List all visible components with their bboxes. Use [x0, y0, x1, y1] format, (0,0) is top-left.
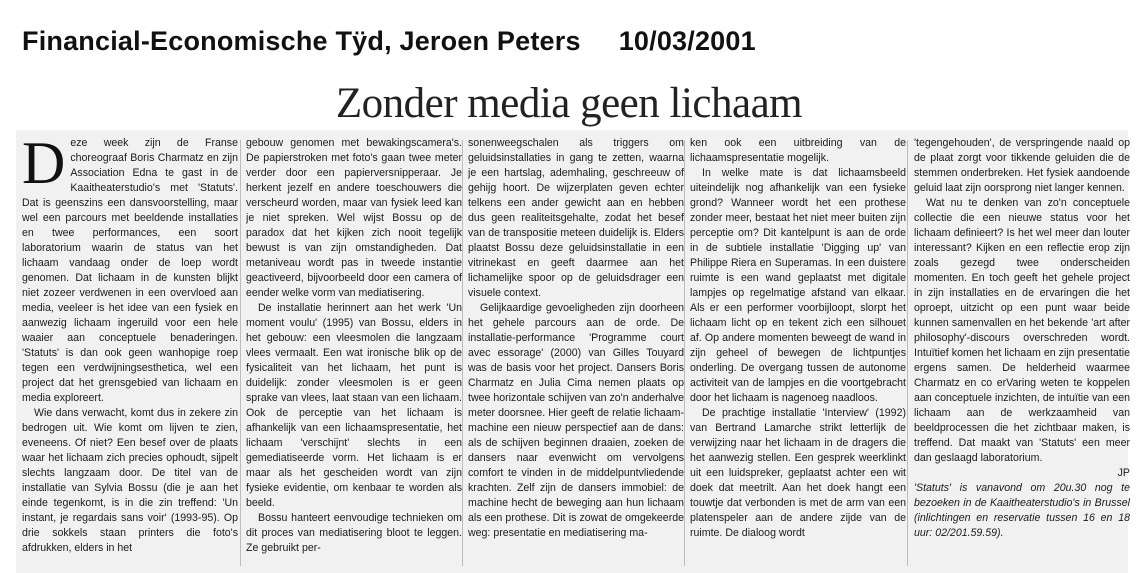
drop-cap: D	[22, 136, 66, 196]
article-paragraph: Bossu hanteert eenvoudige technieken om dit proces van mediatisering bloot te leggen. Ze gebruikt per-	[246, 512, 462, 554]
article-paragraph: In welke mate is dat lichaamsbeeld uiteindelijk nog afhankelijk van een fysieke grond? Wanneer wordt het een prothese zonder meer, bestaat het niet meer buiten zijn perceptie om? Dit kantelpunt is aan de orde in de subtiele installatie 'Digging up' van Philippe Riera en Superamas. In een duistere ruimte is een wand geplaatst met digitale lampjes op regelmatige afstand van elkaar. Als er een performer voorbijloopt, slorpt het lichaam licht op en tekent zich een silhouet af. Op andere momenten beweegt de wand in zijn geheel of bewegen de lichtpuntjes onderling. De overgang tussen de autonome activiteit van de lampjes en die voortgebracht door het lichaam is nagenoeg naadloos.	[690, 167, 906, 404]
article-column-5	[914, 136, 1130, 570]
article-column-1	[22, 136, 238, 570]
article-paragraph: De prachtige installatie 'Interview' (1992) van Bertrand Lamarche strikt letterlijk de verwijzing naar het lichaam in de dragers die het aanwezig stellen. Een gesprek weerklinkt uit een luidspreker, geplaatst achter een wit doek dat meetrilt. Aan het doek hangt een touwtje dat verbonden is met de arm van een platenspeler aan de andere zijde van de ruimte. De dialoog wordt	[690, 407, 906, 539]
article-paragraph: sonenweegschalen als triggers om geluidsinstallaties in gang te zetten, waarna je een hartslag, ademhaling, geschreeuw of gehijg hoort. De wijzerplaten geven echter telkens een ander gewicht aan en hebben dus geen realiteitsgehalte, zodat het besef van de transpositie meteen duidelijk is. Elders plaatst Bossu deze geluidsinstallatie in een vitrinekast en geeft daarmee aan het lichamelijke spoor op de geluidsdrager een visuele context.	[468, 137, 684, 299]
article-column-4	[690, 136, 906, 570]
newspaper-source-line	[22, 26, 756, 57]
publication-date: 10/03/2001	[618, 26, 756, 56]
article-paragraph: Wie dans verwacht, komt dus in zekere zin bedrogen uit. Wie komt om lijven te zien, eveneens. Of niet? Een besef over de plaats waar het lichaam zich precies ophoudt, sijpelt slechts langzaam door. De titel van de installatie van Sylvia Bossu (die je aan het einde tegenkomt, is in die zin treffend: 'Un instant, je regardais sans voir' (1993-95). Op drie sokkels staan printers die foto's afdrukken, elders in het	[22, 407, 238, 554]
source-name: Financial-Economische Tÿd, Jeroen Peters	[22, 26, 581, 56]
column-divider	[907, 140, 908, 566]
paragraph-text: eze week zijn de Franse choreograaf Boris Charmatz en zijn Association Edna te gast in de Kaaitheaterstudio's met 'Statuts'. Dat is geenszins een dansvoorstelling, maar wel een parcours met beeldende installaties en twee performances, een soort laboratorium waarin de status van het lichaam vandaag onder de loep wordt genomen. Dat lichaam in de kunsten blijkt niet zozeer verdwenen in een overvloed aan media, veeleer is het idee van een fysiek en aanwezig lichaam ingeruild voor een hele waaier aan conceptuele benaderingen. 'Statuts' is dan ook geen wanhopige roep tegen een verdwijningsesthetica, wel een project dat het grensgebied van lichaam en media exploreert.	[22, 137, 238, 404]
article-paragraph: De installatie herinnert aan het werk 'Un moment voulu' (1995) van Bossu, elders in het gebouw: een vleesmolen die langzaam vlees vermaalt. Een wat ironische blik op de fysicaliteit van het lichaam, het punt is duidelijk: zonder vleesmolen is er geen sprake van vlees, laat staan van een lichaam. Ook de perceptie van het lichaam is afhankelijk van een lichaamspresentatie, het lichaam 'verschijnt' slechts in een gemediatiseerde vorm. Het lichaam is er maar als het gescheiden wordt van zijn fysieke evidentie, om kenbaar te worden als beeld.	[246, 302, 462, 509]
author-signature: JP	[1117, 467, 1130, 479]
article-column-3	[468, 136, 684, 570]
article-paragraph	[22, 136, 238, 406]
article-paragraph: gebouw genomen met bewakingscamera's. De papierstroken met foto's gaan twee meter verder door een papierversnipperaar. Je herkent jezelf en andere toeschouwers die verscheurd worden, maar van fysiek leed kan je niet spreken. Wel wijst Bossu op de paradox dat het kijken zich nooit tegelijk bewust is van zijn omstandigheden. Dat metaniveau wordt pas in tweede instantie geactiveerd, bijvoorbeeld door een camera of eender welke vorm van mediatisering.	[246, 137, 462, 299]
column-divider	[240, 140, 241, 566]
article-headline: Zonder media geen lichaam	[335, 80, 803, 127]
article-paragraph: Wat nu te denken van zo'n conceptuele collectie die een nieuwe status voor het lichaam definieert? Is het wel meer dan louter interessant? Kijken en een reflectie erop zijn zoals gezegd twee onderscheiden momenten. En toch geeft het gehele project in zijn installaties en de ervaringen die het oproept, uitzicht op een punt waar beide kunnen samenvallen en het bekende 'art after philosophy'-discours overschreden wordt. Intuïtief komen het lichaam en zijn presentatie ergens samen. De helderheid waarmee Charmatz en co erVaring weten te koppelen aan conceptuele inzichten, de intuïtie van een lichaam aan de werkzaamheid van beeldprocessen die het zichtbaar maken, is treffend. Dat maakt van 'Statuts' een meer dan geslaagd laboratorium.	[914, 197, 1130, 464]
article-paragraph: 'tegengehouden', de verspringende naald op de plaat zorgt voor tikkende geluiden die de stemmen onderbreken. Het fysiek aandoende geluid laat zijn oorsprong niet langer kennen.	[914, 137, 1130, 194]
event-footnote: 'Statuts' is vanavond om 20u.30 nog te bezoeken in de Kaaitheaterstudio's in Brussel (inlichtingen en reservatie tussen 16 en 18 uur: 02/201.59.59).	[914, 482, 1130, 539]
column-divider	[462, 140, 463, 566]
article-column-2	[246, 136, 462, 570]
article-paragraph: Gelijkaardige gevoeligheden zijn doorheen het gehele parcours aan de orde. De installatie-performance 'Programme court avec essorage' (2000) van Gilles Touyard was de basis voor het project. Dansers Boris Charmatz en Julia Cima nemen plaats op twee horizontale schijven van zo'n anderhalve meter doorsnee. Hier geeft de relatie lichaam-machine een nieuw perspectief aan de dans: als de schijven beginnen draaien, zoeken de dansers naar evenwicht om vervolgens comfort te vinden in de middelpuntvliedende krachten. Zelf zijn de dansers immobiel: de machine hecht de beweging aan hun lichaam als een prothese. Dit is zowat de omgekeerde weg: presentatie en mediatisering ma-	[468, 302, 684, 539]
column-divider	[684, 140, 685, 566]
article-paragraph: ken ook een uitbreiding van de lichaamspresentatie mogelijk.	[690, 137, 906, 164]
